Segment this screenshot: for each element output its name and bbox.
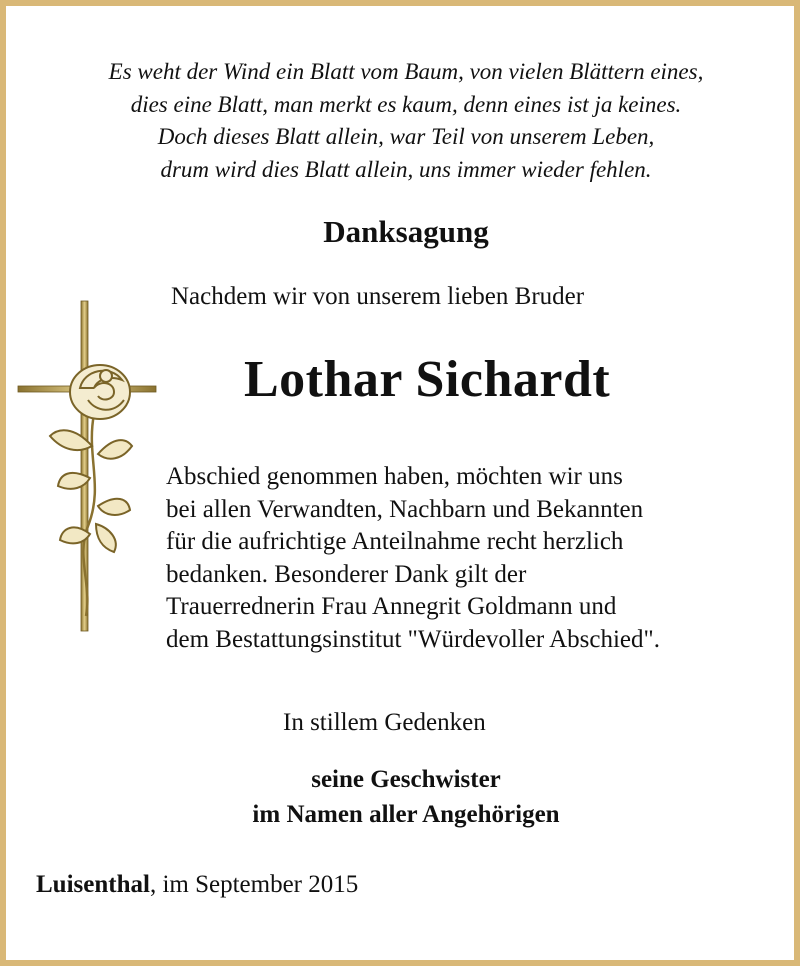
poem-line: drum wird dies Blatt allein, uns immer wieder fehlen. xyxy=(160,156,652,182)
heading: Danksagung xyxy=(323,214,489,249)
poem-line: dies eine Blatt, man merkt es kaum, denn eines ist ja keines. xyxy=(130,91,682,117)
poem xyxy=(6,56,800,186)
closing-text: In stillem Gedenken xyxy=(283,709,486,736)
deceased-name: Lothar Sichardt xyxy=(244,351,611,408)
signer-line: im Namen aller Angehörigen xyxy=(252,801,560,828)
body-line: bei allen Verwandten, Nachbarn und Bekannten xyxy=(166,495,644,523)
poem-line: Doch dieses Blatt allein, war Teil von unserem Leben, xyxy=(157,124,655,149)
signers xyxy=(6,762,800,832)
body-line: für die aufrichtige Anteilnahme recht herzlich xyxy=(166,528,624,555)
intro-text: Nachdem wir von unserem lieben Bruder xyxy=(171,283,585,310)
cross-with-rose-icon xyxy=(14,296,164,636)
body-line: Abschied genommen haben, möchten wir uns xyxy=(166,463,623,490)
body-line: Trauerrednerin Frau Annegrit Goldmann und xyxy=(166,593,617,620)
signer-line: seine Geschwister xyxy=(311,766,501,793)
place-name: Luisenthal xyxy=(36,871,150,898)
body-text xyxy=(166,461,660,656)
place-date xyxy=(36,871,358,899)
body-line: dem Bestattungsinstitut "Würdevoller Abschied". xyxy=(166,625,660,653)
poem-line: Es weht der Wind ein Blatt vom Baum, von vielen Blättern eines, xyxy=(108,59,704,84)
body-line: bedanken. Besonderer Dank gilt der xyxy=(166,560,527,588)
date-text: , im September 2015 xyxy=(149,871,359,898)
